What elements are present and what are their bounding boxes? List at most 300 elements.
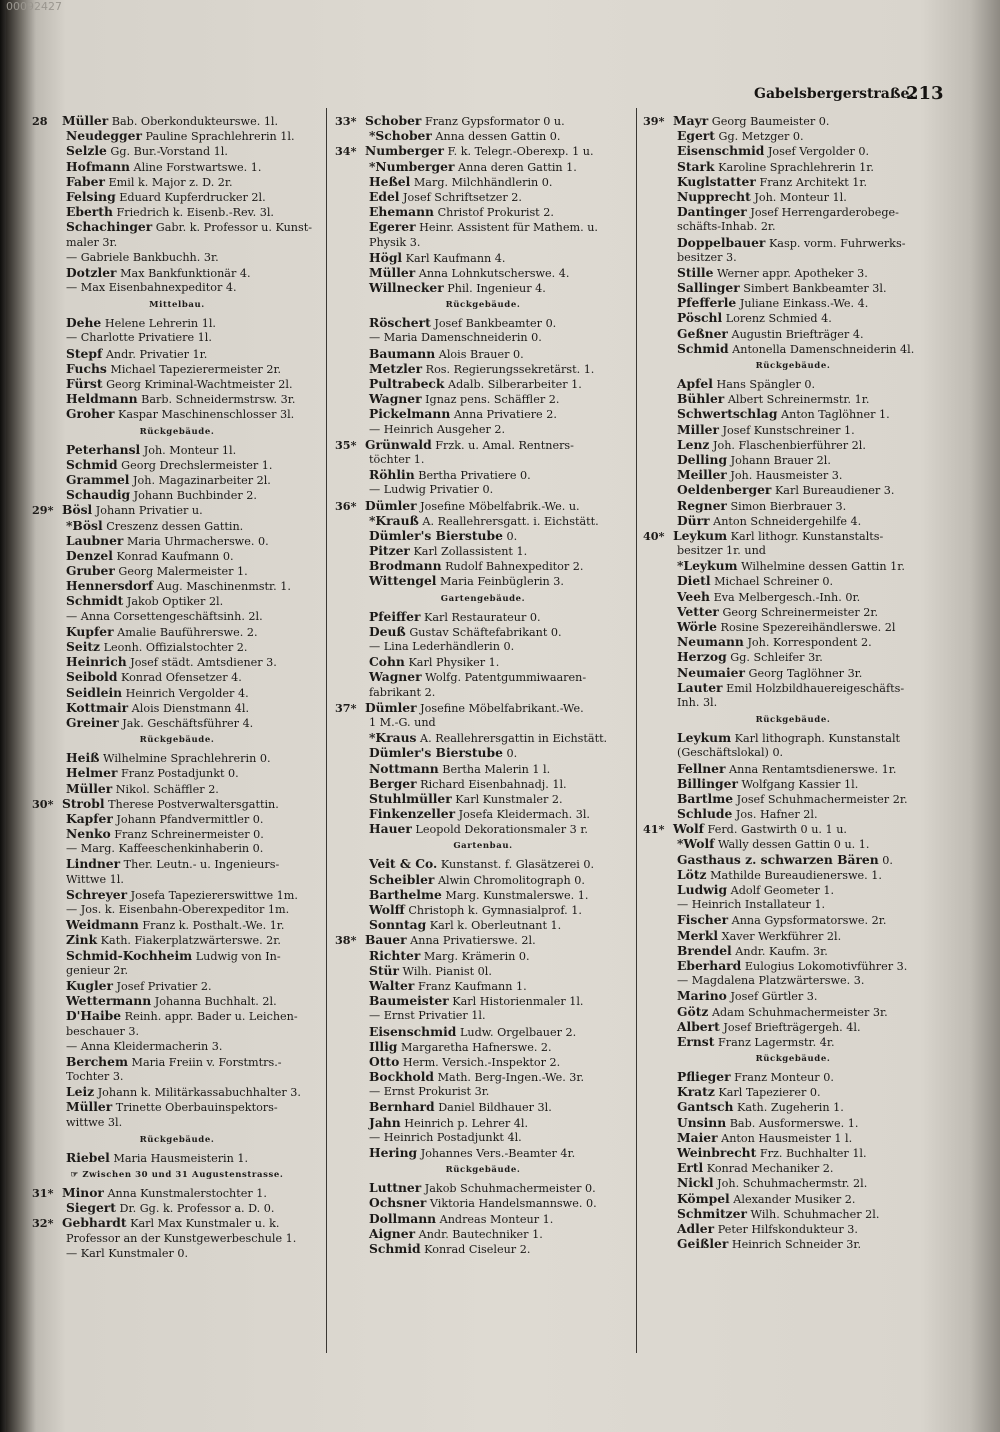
directory-entry: [32, 361, 322, 376]
directory-entry: [643, 943, 943, 958]
resident-surname: Schlude: [677, 806, 733, 822]
directory-entry: [643, 528, 943, 543]
resident-details: Georg Kriminal-Wachtmeister 2l.: [106, 378, 293, 391]
directory-entry: [643, 310, 943, 325]
directory-entry: [643, 958, 943, 973]
directory-entry: [335, 1226, 631, 1241]
resident-surname: Weinbrecht: [677, 1145, 757, 1160]
resident-surname: Numberger: [365, 143, 444, 159]
resident-surname: Pfefferle: [677, 295, 737, 311]
resident-details: Karoline Sprachlehrerin 1r.: [718, 160, 874, 174]
entry-continuation: — Lina Lederhändlerin 0.: [369, 640, 515, 653]
resident-details: Michael Tapezierermeister 2r.: [110, 362, 282, 376]
resident-surname: Brodmann: [369, 558, 442, 574]
resident-surname: Müller: [66, 780, 113, 796]
directory-entry: [335, 902, 631, 917]
resident-details: Konrad Mechaniker 2.: [706, 1162, 834, 1176]
resident-surname: Brendel: [677, 942, 732, 958]
directory-entry: [32, 765, 322, 780]
resident-details: Maria Feinbüglerin 3.: [440, 575, 564, 589]
house-number: 33*: [335, 114, 357, 128]
resident-details: A. Reallehrersgattin in Eichstätt.: [420, 732, 608, 746]
resident-details: Wilhelmine dessen Gattin 1r.: [741, 560, 905, 574]
section-heading: Mittelbau.: [149, 300, 205, 311]
resident-details: Josef Herrengarderobege-: [750, 206, 899, 220]
directory-entry: [643, 852, 943, 867]
resident-details: Richard Eisenbahnadj. 1l.: [420, 777, 567, 791]
resident-details: Juliane Einkass.-We. 4.: [739, 297, 869, 311]
resident-surname: Berger: [369, 775, 417, 791]
directory-entry: [335, 761, 631, 776]
resident-surname: Mayr: [673, 113, 709, 128]
resident-surname: Eberth: [66, 204, 113, 220]
resident-details: Adam Schuhmachermeister 3r.: [711, 1005, 888, 1019]
directory-entry: [335, 821, 631, 836]
resident-details: Josefine Möbelfabrik.-We. u.: [420, 499, 580, 513]
directory-entry: [335, 219, 631, 234]
resident-surname: Eberhard: [677, 957, 742, 973]
resident-surname: Finkenzeller: [369, 806, 456, 822]
directory-entry: [32, 811, 322, 826]
resident-surname: Wolf: [673, 821, 704, 837]
entry-continuation: wittwe 3l.: [66, 1115, 123, 1129]
resident-surname: Götz: [677, 1003, 709, 1019]
directory-entry: [335, 1180, 631, 1195]
directory-entry: [32, 948, 322, 963]
directory-entry: [335, 543, 631, 558]
resident-surname: Bartlme: [677, 790, 734, 806]
resident-details: Xaver Werkführer 2l.: [721, 929, 842, 943]
entry-continuation: — Marg. Kaffeeschenkinhaberin 0.: [66, 842, 264, 856]
directory-entry: [643, 836, 943, 851]
resident-surname: Weidmann: [66, 917, 139, 933]
resident-details: Anna Lohnkutscherswe. 4.: [418, 266, 570, 280]
directory-entry: [643, 1019, 943, 1034]
resident-surname: Felsing: [66, 188, 116, 204]
resident-surname: Grammel: [66, 471, 130, 487]
section-heading: Rückgebäude.: [755, 361, 831, 371]
resident-details: Rosine Spezereihändlerswe. 2l: [720, 621, 896, 634]
resident-surname: Eisenschmid: [369, 1023, 457, 1039]
directory-entry: [643, 265, 943, 280]
directory-entry: [32, 406, 322, 421]
resident-surname: Dümler's Bierstube: [369, 745, 503, 761]
resident-surname: Heiß: [66, 750, 100, 766]
directory-entry: [335, 856, 631, 871]
entry-continuation: — Anna Kleidermacherin 3.: [66, 1039, 223, 1053]
directory-entry: [32, 1215, 322, 1230]
resident-surname: Veeh: [677, 588, 710, 604]
resident-surname: Lenz: [677, 436, 710, 452]
resident-details: Werner appr. Apotheker 3.: [716, 266, 868, 280]
directory-entry: [335, 1024, 631, 1039]
directory-entry: [335, 498, 631, 513]
resident-details: Ignaz pens. Schäffler 2.: [425, 393, 560, 407]
resident-surname: Schreyer: [66, 886, 128, 902]
directory-entry: [643, 573, 943, 588]
directory-entry: [32, 700, 322, 715]
resident-surname: Stür: [369, 962, 399, 978]
directory-entry: [32, 978, 322, 993]
directory-entry: [335, 315, 631, 330]
entry-continuation: fabrikant 2.: [369, 685, 436, 699]
resident-details: Georg Baumeister 0.: [711, 115, 830, 128]
resident-surname: Pfeiffer: [369, 608, 421, 624]
directory-entry: [335, 265, 631, 280]
directory-entry: [643, 1115, 943, 1130]
directory-entry: [643, 295, 943, 310]
resident-surname: Strobl: [62, 795, 105, 811]
resident-surname: Röhlin: [369, 467, 415, 483]
directory-entry: [335, 978, 631, 993]
resident-details: Karl Historienmaler 1l.: [452, 995, 584, 1009]
section-heading: Rückgebäude.: [755, 715, 831, 726]
resident-surname: Schaudig: [66, 487, 131, 503]
directory-entry: [335, 143, 631, 158]
resident-surname: Kottmair: [66, 699, 129, 715]
directory-entry: [335, 776, 631, 791]
resident-surname: Minor: [62, 1185, 104, 1200]
resident-surname: Ochsner: [369, 1195, 427, 1211]
resident-details: Maria Freiin v. Forstmtrs.-: [131, 1055, 282, 1069]
directory-entry: [32, 174, 322, 189]
resident-details: Josef Kunstschreiner 1.: [722, 423, 855, 437]
directory-entry: [335, 159, 631, 174]
entry-continuation: — Jos. k. Eisenbahn-Oberexpeditor 1m.: [66, 903, 290, 916]
resident-details: Andr. Bautechniker 1.: [418, 1227, 543, 1241]
directory-entry: [643, 558, 943, 573]
directory-entry: [335, 376, 631, 391]
resident-details: Amalie Bauführerswe. 2.: [117, 625, 258, 639]
resident-surname: Stark: [677, 158, 715, 174]
directory-entry: [643, 928, 943, 943]
resident-details: Simbert Bankbeamter 3l.: [743, 282, 887, 296]
directory-entry: [32, 563, 322, 578]
directory-entry: [32, 1099, 322, 1114]
resident-details: Adolf Geometer 1.: [730, 884, 835, 897]
resident-details: Trinette Oberbauinspektors-: [115, 1101, 278, 1115]
resident-details: Herm. Versich.-Inspektor 2.: [402, 1055, 561, 1069]
directory-entry: [643, 113, 943, 128]
resident-surname: Hofmann: [66, 158, 130, 174]
directory-entry: [32, 1150, 322, 1165]
resident-details: Johann Buchbinder 2.: [133, 489, 257, 503]
resident-surname: Geßner: [677, 325, 728, 341]
resident-surname: Dietl: [677, 573, 711, 589]
resident-surname: Ernst: [677, 1033, 715, 1049]
scan-id: 00092427: [6, 0, 62, 13]
directory-entry: [643, 159, 943, 174]
directory-entry: [335, 1211, 631, 1226]
resident-surname: Stille: [677, 264, 714, 280]
resident-details: Alois Brauer 0.: [438, 347, 524, 361]
section-heading: ☞ Zwischen 30 und 31 Augustenstrasse.: [70, 1170, 284, 1180]
directory-entry: [643, 649, 943, 664]
resident-details: Maria Hausmeisterin 1.: [113, 1151, 249, 1165]
resident-surname: *Wolf: [677, 836, 715, 852]
resident-details: Math. Berg-Ingen.-We. 3r.: [437, 1071, 585, 1085]
resident-details: Franz Schreinermeister 0.: [114, 828, 264, 842]
resident-details: Lorenz Schmied 4.: [725, 312, 832, 326]
directory-entry: [32, 143, 322, 158]
resident-surname: Richter: [369, 947, 421, 963]
resident-surname: Walter: [369, 977, 415, 993]
directory-entry: [335, 872, 631, 887]
directory-entry: [643, 1004, 943, 1019]
directory-entry: [643, 326, 943, 341]
resident-details: Georg Drechslermeister 1.: [121, 458, 273, 472]
resident-details: 0.: [506, 529, 518, 543]
resident-surname: Dotzler: [66, 264, 117, 280]
resident-surname: Schmid: [677, 340, 729, 356]
resident-surname: Faber: [66, 173, 105, 189]
resident-surname: Peterhansl: [66, 441, 141, 457]
resident-surname: Riebel: [66, 1149, 110, 1165]
directory-entry: [32, 159, 322, 174]
directory-entry: [32, 128, 322, 143]
resident-details: Eduard Kupferdrucker 2l.: [119, 190, 266, 204]
house-number: 38*: [335, 933, 357, 948]
resident-details: Gustav Schäftefabrikant 0.: [409, 625, 562, 639]
resident-surname: Heldmann: [66, 391, 138, 407]
resident-details: Bab. Oberkondukteurswe. 1l.: [111, 115, 279, 128]
directory-entry: [32, 442, 322, 457]
resident-surname: *Schober: [369, 128, 432, 144]
directory-entry: [335, 917, 631, 932]
directory-entry: [32, 189, 322, 204]
resident-surname: Nickl: [677, 1175, 714, 1191]
resident-details: Barb. Schneidermstrsw. 3r.: [141, 393, 296, 407]
directory-entry: [643, 204, 943, 219]
resident-details: Jos. Hafner 2l.: [735, 808, 818, 822]
directory-entry: [643, 619, 943, 634]
directory-entry: [32, 219, 322, 234]
entry-continuation: — Magdalena Platzwärterswe. 3.: [677, 974, 865, 988]
house-number: 30*: [32, 796, 54, 811]
resident-details: Josef Schuhmachermeister 2r.: [736, 792, 908, 806]
directory-entry: [643, 406, 943, 421]
resident-details: Georg Taglöhner 3r.: [748, 666, 863, 680]
resident-surname: Fürst: [66, 376, 103, 391]
directory-entry: [335, 250, 631, 265]
resident-details: Franz Architekt 1r.: [759, 175, 868, 189]
resident-details: Johannes Vers.-Beamter 4r.: [420, 1147, 576, 1160]
resident-surname: Schmid: [66, 456, 118, 472]
resident-details: Josef Briefträgergeh. 4l.: [723, 1020, 861, 1034]
resident-details: Andreas Monteur 1.: [439, 1212, 554, 1226]
resident-details: Michael Schreiner 0.: [714, 575, 834, 589]
resident-details: Peter Hilfskondukteur 3.: [717, 1222, 858, 1236]
directory-entry: [643, 1084, 943, 1099]
directory-entry: [32, 715, 322, 730]
directory-entry: [643, 761, 943, 776]
resident-details: Adalb. Silberarbeiter 1.: [447, 378, 582, 391]
resident-surname: Heßel: [369, 173, 411, 189]
directory-entry: [335, 467, 631, 482]
house-number: 36*: [335, 498, 357, 513]
resident-surname: Dantinger: [677, 204, 747, 220]
resident-details: Joh. Hausmeister 3.: [730, 469, 843, 483]
resident-surname: Miller: [677, 421, 719, 437]
resident-details: Josef Schriftsetzer 2.: [403, 190, 522, 204]
entry-continuation: — Heinrich Ausgeher 2.: [369, 422, 506, 436]
resident-details: Josef Bankbeamter 0.: [434, 317, 557, 331]
resident-details: Albert Schreinermstr. 1r.: [727, 393, 870, 407]
directory-entry: [643, 235, 943, 250]
resident-details: Marg. Kunstmalerswe. 1.: [445, 888, 589, 902]
resident-surname: Bernhard: [369, 1099, 435, 1115]
resident-surname: Fellner: [677, 760, 726, 776]
resident-details: Eva Melbergesch.-Inh. 0r.: [713, 590, 861, 604]
directory-entry: [335, 1145, 631, 1160]
entry-continuation: — Ludwig Privatier 0.: [369, 483, 494, 497]
directory-entry: [335, 346, 631, 361]
entry-continuation: besitzer 3.: [677, 250, 737, 264]
resident-surname: Neumann: [677, 634, 744, 650]
resident-surname: Geißler: [677, 1236, 729, 1252]
resident-surname: Nenko: [66, 826, 111, 842]
directory-entry: [643, 634, 943, 649]
resident-details: Friedrich k. Eisenb.-Rev. 3l.: [116, 206, 274, 220]
entry-continuation: besitzer 1r. und: [677, 544, 766, 558]
entry-continuation: beschauer 3.: [66, 1024, 140, 1038]
resident-details: Max Bankfunktionär 4.: [120, 266, 251, 280]
directory-entry: [643, 988, 943, 1003]
resident-surname: Hering: [369, 1145, 418, 1160]
directory-entry: [643, 1191, 943, 1206]
resident-details: Simon Bierbrauer 3.: [730, 499, 847, 513]
resident-details: Wolfg. Patentgummiwaaren-: [425, 671, 587, 685]
resident-details: Bab. Ausformerswe. 1.: [729, 1116, 859, 1130]
directory-entry: [32, 826, 322, 841]
resident-surname: Hauer: [369, 821, 412, 837]
directory-entry: [335, 730, 631, 745]
directory-entry: [32, 654, 322, 669]
directory-entry: [335, 391, 631, 406]
directory-entry: [643, 665, 943, 680]
section-heading: Gartengebäude.: [440, 593, 526, 604]
resident-surname: *Bösl: [66, 517, 103, 533]
directory-entry: [643, 467, 943, 482]
directory-entry: [643, 1145, 943, 1160]
entry-continuation: — Ernst Prokurist 3r.: [369, 1085, 490, 1099]
directory-entry: [32, 856, 322, 871]
resident-details: Kaspar Maschinenschlosser 3l.: [118, 408, 295, 422]
entry-continuation: Professor an der Kunstgewerbeschule 1.: [66, 1231, 297, 1245]
resident-details: Emil k. Major z. D. 2r.: [108, 175, 233, 189]
resident-surname: Neumaier: [677, 664, 745, 680]
column-rule: [636, 108, 637, 1353]
resident-details: Karl lithogr. Kunstanstalts-: [730, 529, 884, 543]
house-number: 41*: [643, 822, 665, 837]
directory-entry: [643, 1206, 943, 1221]
directory-entry: [335, 1115, 631, 1130]
resident-surname: Dümler: [365, 497, 417, 513]
resident-details: Frzk. u. Amal. Rentners-: [435, 438, 574, 452]
resident-surname: Aigner: [369, 1225, 416, 1241]
resident-details: Jakob Optiker 2l.: [126, 595, 224, 609]
resident-surname: Unsinn: [677, 1114, 727, 1130]
resident-surname: Pultrabeck: [369, 376, 445, 391]
section-heading: Rückgebäude.: [139, 735, 215, 746]
resident-details: Anton Schneidergehilfe 4.: [713, 514, 862, 528]
house-number: 32*: [32, 1216, 54, 1231]
resident-surname: Neudegger: [66, 128, 142, 144]
entry-continuation: maler 3r.: [66, 235, 118, 249]
resident-details: Josef Gürtler 3.: [730, 990, 818, 1004]
resident-details: Karl k. Oberleutnant 1.: [429, 919, 562, 933]
directory-entry: [32, 1084, 322, 1099]
section-heading: Rückgebäude.: [445, 300, 521, 311]
resident-surname: Cohn: [369, 654, 405, 670]
resident-surname: Lindner: [66, 856, 121, 872]
directory-entry: [335, 1099, 631, 1114]
resident-details: Ludw. Orgelbauer 2.: [459, 1025, 577, 1039]
entry-continuation: — Heinrich Installateur 1.: [677, 898, 826, 912]
resident-details: Franz Lagermstr. 4r.: [717, 1035, 835, 1049]
resident-details: Heinrich Vergolder 4.: [125, 686, 249, 700]
resident-details: Aline Forstwartswe. 1.: [133, 160, 262, 174]
resident-details: Franz Kaufmann 1.: [417, 979, 527, 993]
resident-details: 0.: [882, 853, 893, 867]
directory-entry: [643, 589, 943, 604]
resident-surname: Kratz: [677, 1084, 715, 1100]
directory-entry: [643, 1175, 943, 1190]
resident-surname: Pitzer: [369, 543, 410, 559]
resident-surname: Deuß: [369, 623, 406, 639]
resident-details: Konrad Ciseleur 2.: [424, 1242, 531, 1256]
resident-surname: Bühler: [677, 391, 725, 407]
directory-entry: [32, 781, 322, 796]
directory-entry: [32, 593, 322, 608]
directory-entry: [32, 346, 322, 361]
directory-entry: [643, 391, 943, 406]
resident-details: Helene Lehrerin 1l.: [104, 317, 216, 331]
resident-surname: Ertl: [677, 1160, 704, 1176]
resident-details: Dr. Gg. k. Professor a. D. 0.: [119, 1202, 275, 1216]
resident-surname: Leykum: [677, 730, 732, 746]
resident-surname: *Kraus: [369, 730, 417, 746]
resident-surname: Gruber: [66, 563, 115, 579]
directory-entry: [32, 932, 322, 947]
resident-surname: Kupfer: [66, 623, 114, 639]
resident-details: Karl Bureaudiener 3.: [774, 484, 895, 498]
directory-entry: [32, 750, 322, 765]
directory-entry: [643, 867, 943, 882]
directory-entry: [643, 791, 943, 806]
resident-details: Anton Hausmeister 1 l.: [721, 1131, 853, 1145]
resident-surname: Leykum: [673, 527, 728, 543]
resident-surname: Wörle: [677, 619, 717, 634]
directory-entry: [335, 128, 631, 143]
resident-surname: Siegert: [66, 1200, 116, 1216]
directory-entry: [643, 189, 943, 204]
resident-details: Heinrich p. Lehrer 4l.: [404, 1116, 529, 1130]
house-number: 39*: [643, 114, 665, 128]
directory-entry: [643, 341, 943, 356]
directory-entry: [32, 887, 322, 902]
directory-entry: [32, 669, 322, 684]
directory-entry: [32, 113, 322, 128]
column-3: [643, 113, 943, 1251]
running-head: Gabelsbergerstraße.: [754, 86, 915, 102]
resident-surname: Lauter: [677, 679, 723, 695]
entry-continuation: — Karl Kunstmaler 0.: [66, 1246, 189, 1260]
resident-details: Marg. Milchhändlerin 0.: [413, 175, 553, 189]
house-number: 31*: [32, 1186, 54, 1200]
house-number: 37*: [335, 700, 357, 715]
section-heading: Rückgebäude.: [139, 1134, 215, 1145]
